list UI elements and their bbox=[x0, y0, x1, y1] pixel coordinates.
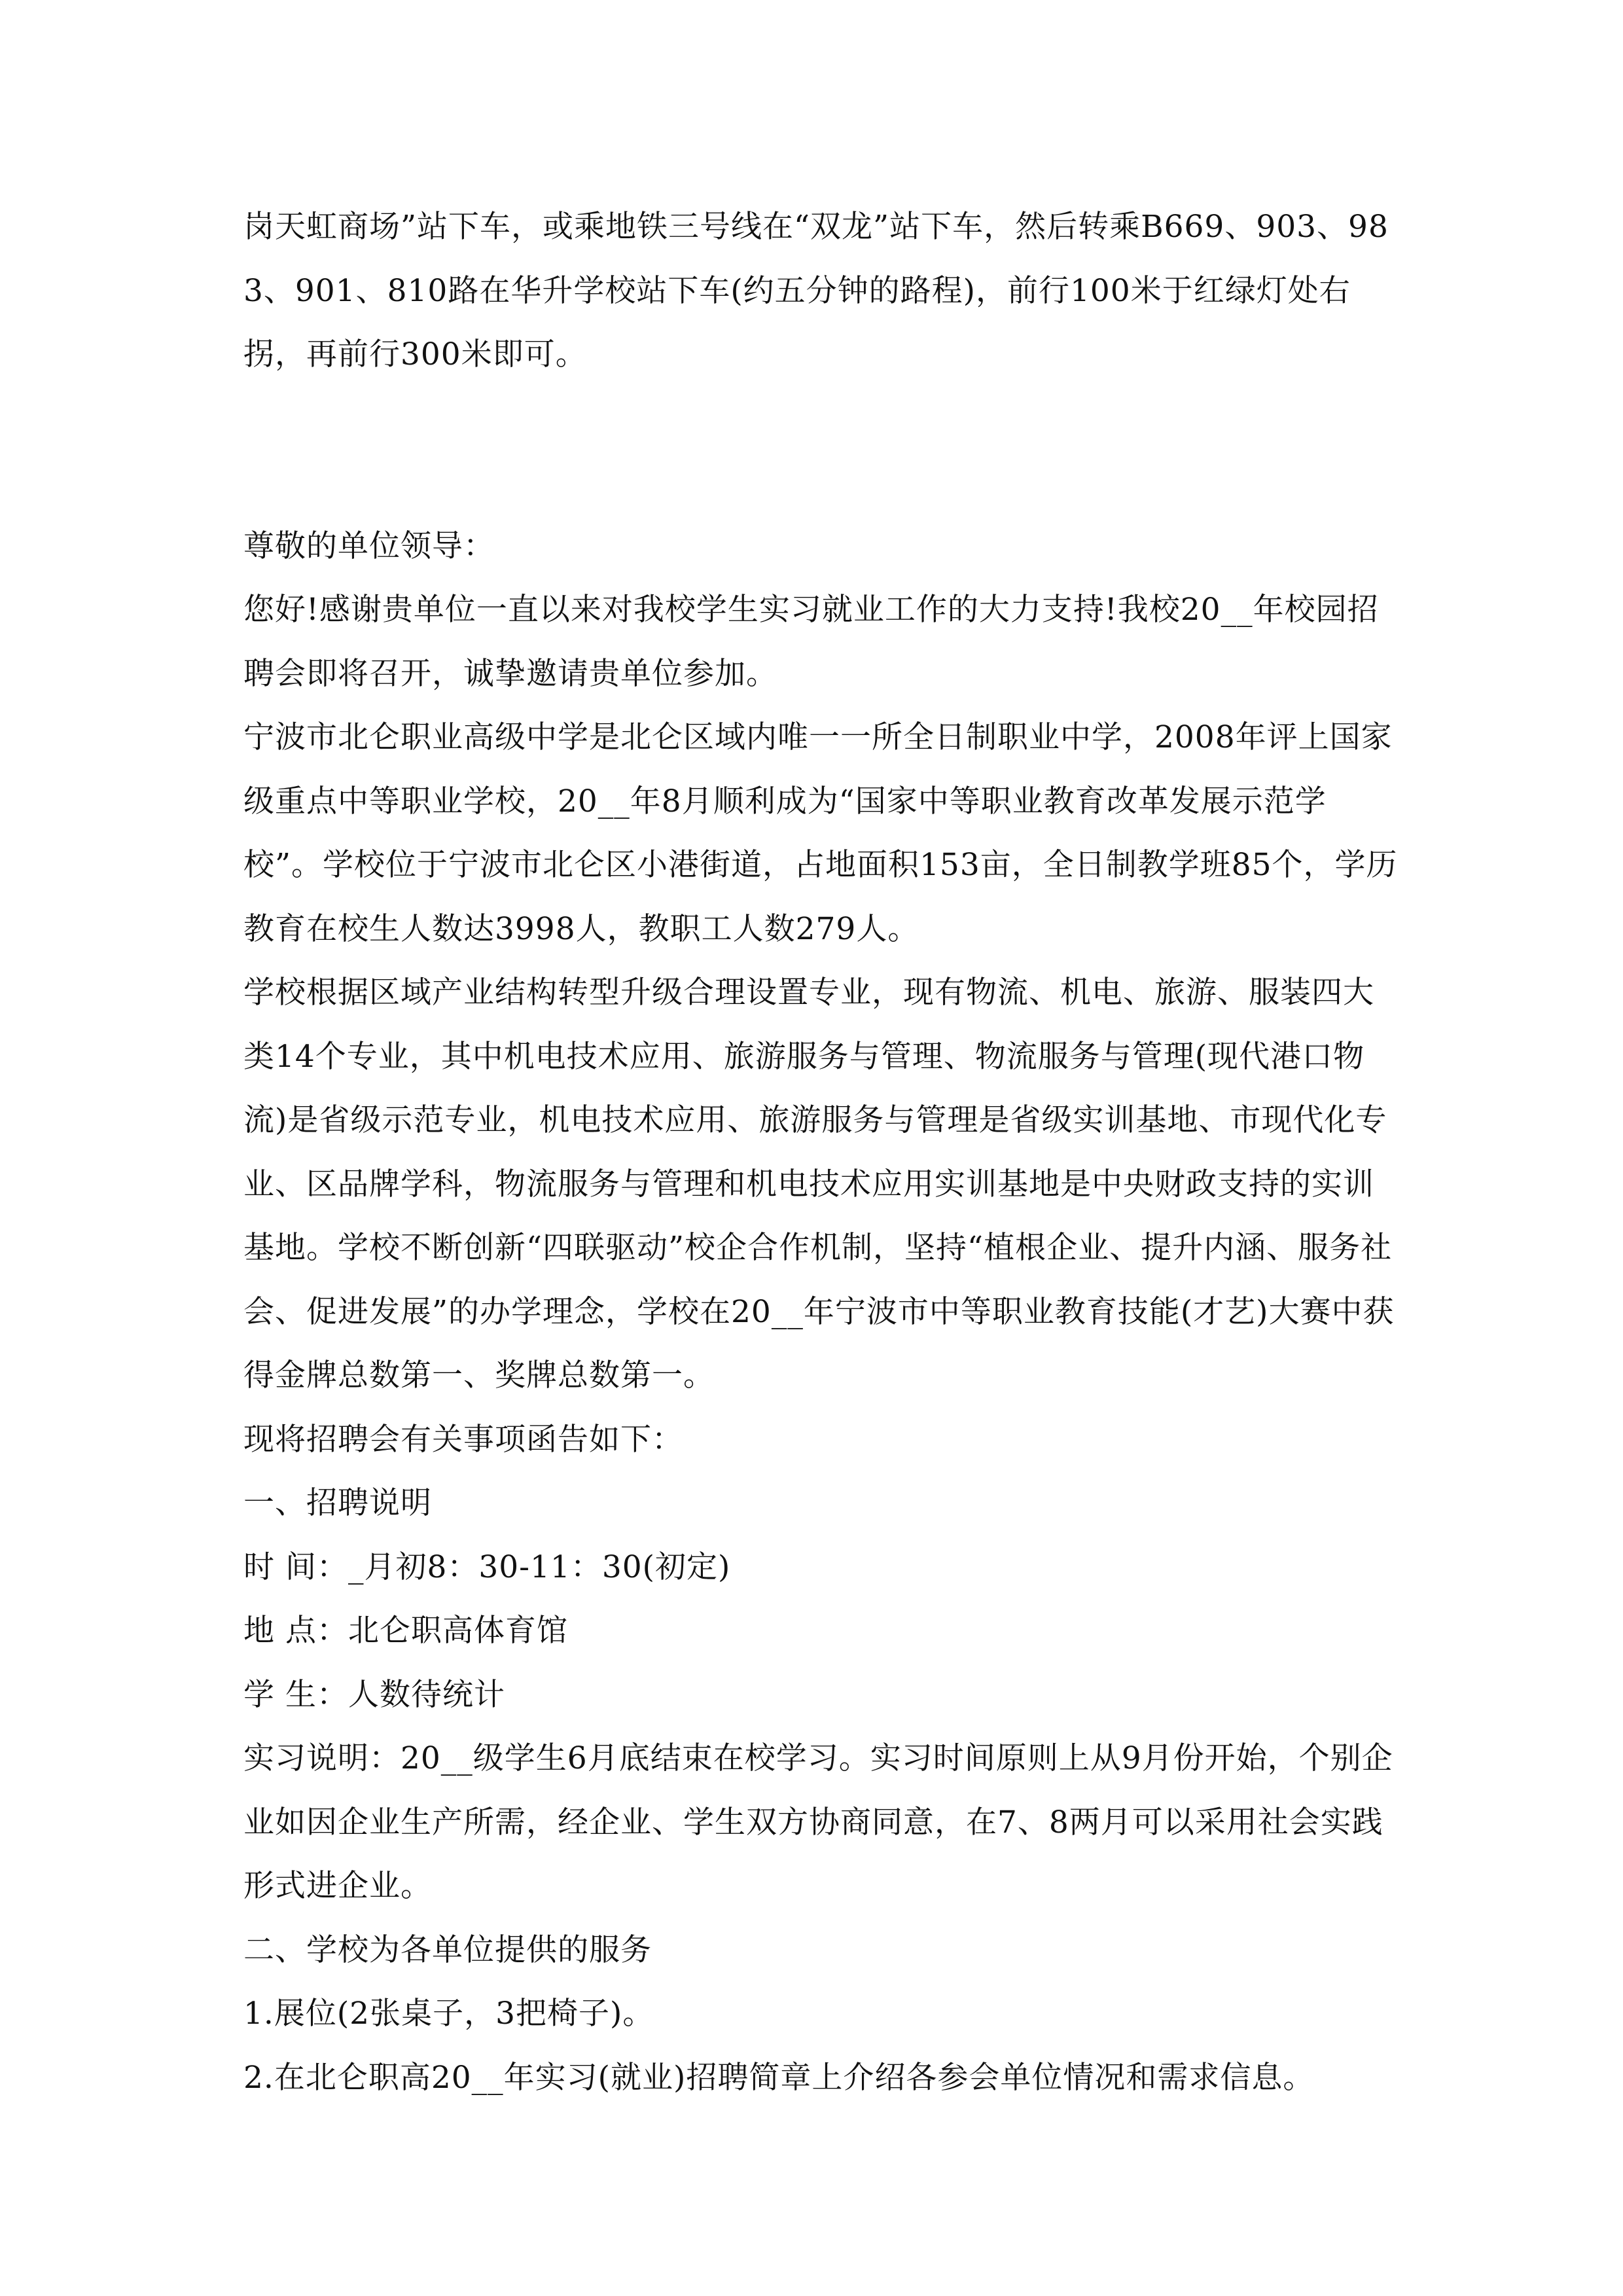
time-line: 时 间：_月初8：30-11：30(初定) bbox=[243, 1549, 731, 1585]
location-line: 地 点：北仑职高体育馆 bbox=[243, 1613, 568, 1649]
internship-note-paragraph: 实习说明：20__级学生6月底结束在校学习。实习时间原则上从9月份开始，个别企业如因企业生产所需，经企业、学生双方协商同意，在7、8两月可以采用社会实践形式进企业。 bbox=[243, 1740, 1393, 1904]
section-heading-recruitment: 一、招聘说明 bbox=[243, 1485, 432, 1521]
service-item-1: 1.展位(2张桌子，3把椅子)。 bbox=[243, 1996, 654, 2032]
school-profile-paragraph: 宁波市北仑职业高级中学是北仑区域内唯一一所全日制职业中学，2008年评上国家级重点中等职业学校，20__年8月顺利成为“国家中等职业教育改革发展示范学校”。学校位于宁波市北仑区小港街道，占地面积153亩，全日制教学班85个，学历教育在校生人数达3998人，教职工人数279人。 bbox=[243, 719, 1398, 947]
directions-paragraph: 岗天虹商场”站下车，或乘地铁三号线在“双龙”站下车，然后转乘B669、903、983、901、810路在华升学校站下车(约五分钟的路程)，前行100米于红绿灯处右拐，再前行300米即可。 bbox=[243, 209, 1389, 372]
service-item-2: 2.在北仑职高20__年实习(就业)招聘简章上介绍各参会单位情况和需求信息。 bbox=[243, 2059, 1315, 2096]
intro-paragraph: 您好!感谢贵单位一直以来对我校学生实习就业工作的大力支持!我校20__年校园招聘会即将召开，诚挚邀请贵单位参加。 bbox=[243, 592, 1379, 692]
paragraph-gap bbox=[243, 387, 1402, 514]
students-line: 学 生：人数待统计 bbox=[243, 1676, 505, 1713]
majors-paragraph: 学校根据区域产业结构转型升级合理设置专业，现有物流、机电、旅游、服装四大类14个专业，其中机电技术应用、旅游服务与管理、物流服务与管理(现代港口物流)是省级示范专业，机电技术应用、旅游服务与管理是省级实训基地、市现代化专业、区品牌学科，物流服务与管理和机电技术应用实训基地是中央财政支持的实训基地。学校不断创新“四联驱动”校企合作机制，坚持“植根企业、提升内涵、服务社会、促进发展”的办学理念，学校在20__年宁波市中等职业教育技能(才艺)大赛中获得金牌总数第一、奖牌总数第一。 bbox=[243, 975, 1395, 1393]
document-body bbox=[243, 195, 1402, 2109]
section-heading-services: 二、学校为各单位提供的服务 bbox=[243, 1931, 652, 1968]
notice-line: 现将招聘会有关事项函告如下： bbox=[243, 1421, 683, 1458]
greeting-line: 尊敬的单位领导： bbox=[243, 528, 495, 564]
